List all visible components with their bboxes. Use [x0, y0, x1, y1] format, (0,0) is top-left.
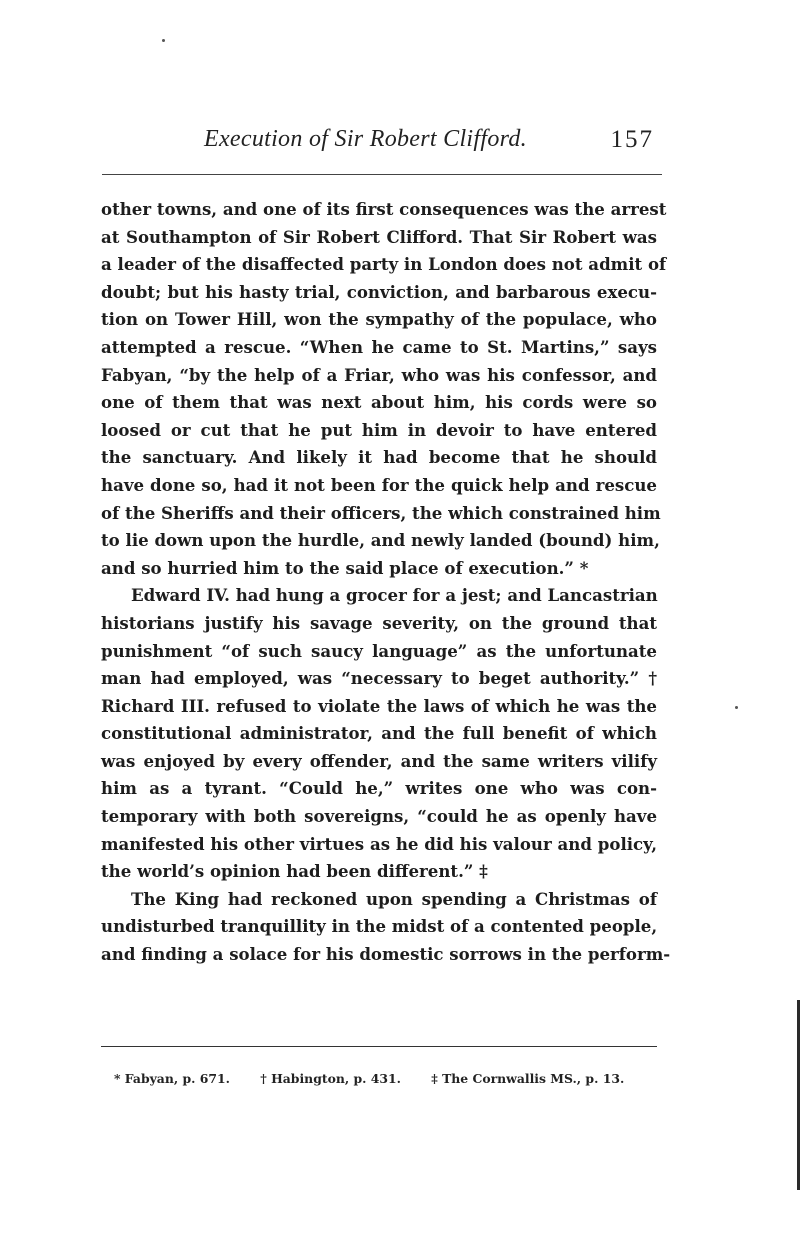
text-line: Richard III. refused to violate the laws of which he was the: [101, 695, 657, 716]
text-line: and finding a solace for his domestic sorrows in the perform-: [101, 944, 671, 965]
paragraph-1: [101, 196, 667, 582]
text-line: him as a tyrant. “Could he,” writes one who was con-: [101, 778, 657, 799]
text-line: temporary with both sovereigns, “could he as openly have: [101, 806, 657, 827]
text-line: the sanctuary. And likely it had become that he should: [101, 447, 657, 468]
header-rule: [102, 174, 662, 175]
footnote-fabyan: * Fabyan, p. 671.: [114, 1071, 230, 1086]
text-line: doubt; but his hasty trial, conviction, and barbarous execu-: [101, 281, 657, 302]
text-line: other towns, and one of its first consequences was the arrest: [101, 199, 667, 219]
text-line: have done so, had it not been for the quick help and rescue: [101, 474, 657, 495]
footnote-habington: † Habington, p. 431.: [260, 1071, 401, 1086]
text-line: Edward IV. had hung a grocer for a jest; and Lancastrian: [131, 585, 658, 606]
text-line: was enjoyed by every offender, and the same writers vilify: [101, 750, 657, 771]
text-line: the world’s opinion had been different.” ‡: [101, 861, 488, 882]
footnote-rule: [101, 1046, 657, 1047]
text-line: loosed or cut that he put him in devoir to have entered: [101, 419, 657, 440]
paper-speck: [162, 39, 165, 42]
footnotes: [114, 1071, 654, 1086]
text-line: tion on Tower Hill, won the sympathy of the populace, who: [101, 309, 657, 330]
text-line: and so hurried him to the said place of execution.” *: [101, 557, 589, 578]
text-line: The King had reckoned upon spending a Christmas of: [131, 888, 657, 909]
text-line: constitutional administrator, and the full benefit of which: [101, 723, 657, 744]
text-line: punishment “of such saucy language” as the unfortunate: [101, 640, 657, 661]
text-line: historians justify his savage severity, on the ground that: [101, 612, 657, 633]
text-line: attempted a rescue. “When he came to St. Martins,” says: [101, 336, 657, 357]
text-line: undisturbed tranquillity in the midst of a contented people,: [101, 916, 658, 937]
running-head: Execution of Sir Robert Clifford.: [204, 126, 527, 152]
text-line: of the Sheriffs and their officers, the which constrained him: [101, 502, 661, 523]
body-text: [101, 196, 671, 969]
text-line: to lie down upon the hurdle, and newly landed (bound) him,: [101, 530, 660, 551]
page-number: 157: [610, 126, 654, 153]
page-header: [100, 126, 660, 166]
text-line: a leader of the disaffected party in London does not admit of: [101, 254, 667, 275]
footnote-cornwallis: ‡ The Cornwallis MS., p. 13.: [431, 1071, 625, 1086]
text-line: manifested his other virtues as he did his valour and policy,: [101, 833, 657, 854]
text-line: man had employed, was “necessary to beget authority.” †: [101, 668, 657, 689]
paper-speck: [735, 706, 738, 709]
text-line: at Southampton of Sir Robert Clifford. That Sir Robert was: [101, 226, 657, 247]
text-line: one of them that was next about him, his cords were so: [101, 392, 657, 413]
paragraph-3: [101, 886, 671, 969]
paragraph-2: [101, 582, 657, 886]
text-line: Fabyan, “by the help of a Friar, who was his confessor, and: [101, 364, 657, 385]
